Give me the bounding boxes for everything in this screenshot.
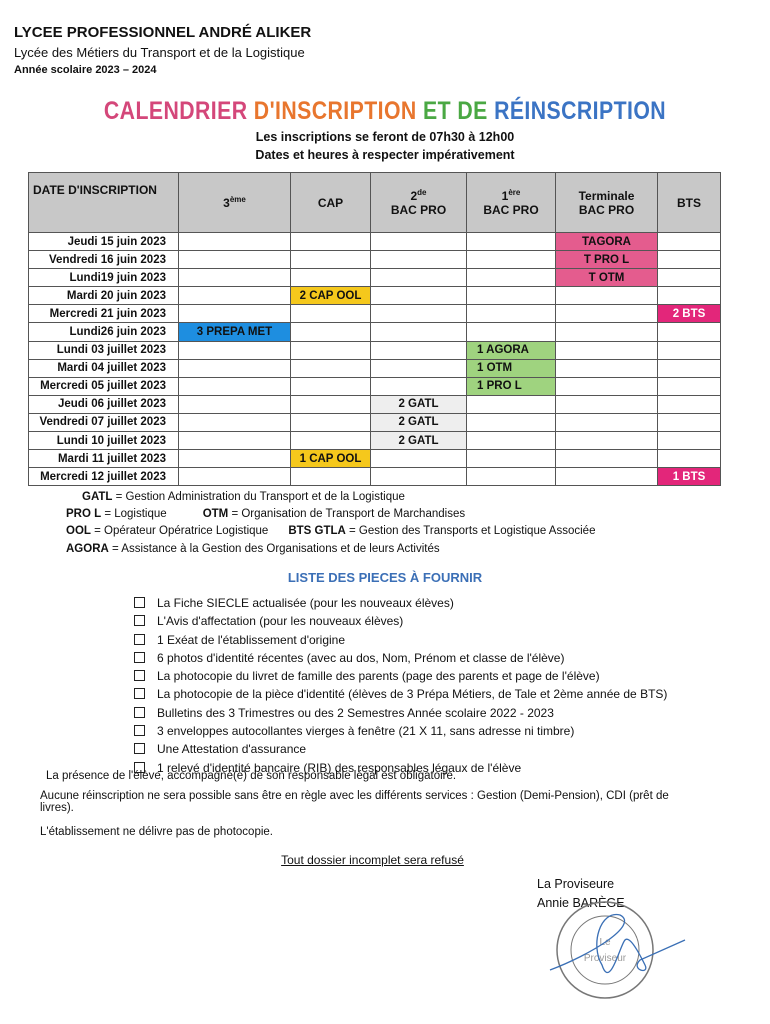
empty-cell [556, 359, 658, 377]
title-part: D'INSCRIPTION [253, 97, 424, 125]
session-cell: 2 GATL [371, 395, 467, 413]
empty-cell [179, 287, 291, 305]
empty-cell [291, 341, 371, 359]
empty-cell [467, 468, 556, 486]
empty-cell [556, 413, 658, 431]
session-cell: 1 BTS [658, 468, 721, 486]
document-item-label: 1 Exéat de l'établissement d'origine [157, 632, 346, 647]
document-item [134, 740, 667, 758]
document-item-label: 3 enveloppes autocollantes vierges à fenêtre (21 X 11, sans adresse ni timbre) [157, 724, 575, 739]
empty-cell [179, 377, 291, 395]
checkbox-icon [134, 597, 145, 608]
empty-cell [371, 305, 467, 323]
column-header-label: 3 [223, 196, 230, 210]
column-header-label: CAP [317, 195, 344, 210]
legend-ool-bts: OOL = Opérateur Opératrice Logistique BTS GTLA = Gestion des Transports et Logistique Associée [66, 525, 596, 537]
svg-text:Proviseur: Proviseur [583, 953, 627, 964]
document-item [134, 594, 667, 612]
column-header-label: DATE D'INSCRIPTION [33, 183, 157, 197]
session-cell: 2 GATL [371, 432, 467, 450]
note-photocopy: L'établissement ne délivre pas de photocopie. [40, 826, 273, 838]
empty-cell [467, 233, 556, 251]
empty-cell [371, 251, 467, 269]
document-item-label: Bulletins des 3 Trimestres ou des 2 Semestres Année scolaire 2022 - 2023 [157, 705, 554, 720]
empty-cell [371, 287, 467, 305]
column-header [29, 173, 179, 233]
empty-cell [371, 359, 467, 377]
session-cell: T PRO L [556, 251, 658, 269]
column-header-label: BTS [677, 195, 701, 210]
column-header-sub: BAC PRO [390, 203, 447, 217]
empty-cell [179, 233, 291, 251]
empty-cell [467, 395, 556, 413]
empty-cell [179, 251, 291, 269]
page-title [58, 97, 713, 126]
column-header-sub: BAC PRO [578, 202, 635, 217]
date-cell: Lundi 10 juillet 2023 [29, 432, 179, 450]
empty-cell [658, 395, 721, 413]
date-cell: Vendredi 16 juin 2023 [29, 251, 179, 269]
date-cell: Mardi 20 juin 2023 [29, 287, 179, 305]
empty-cell [371, 269, 467, 287]
checkbox-icon [134, 725, 145, 736]
checkbox-icon [134, 707, 145, 718]
session-cell: 1 AGORA [467, 341, 556, 359]
table-row [29, 341, 721, 359]
empty-cell [556, 341, 658, 359]
school-name: LYCEE PROFESSIONNEL ANDRÉ ALIKER [14, 24, 312, 41]
empty-cell [371, 468, 467, 486]
column-header [658, 173, 721, 233]
document-item [134, 704, 667, 722]
empty-cell [291, 413, 371, 431]
column-header-sup: ème [229, 195, 246, 204]
empty-cell [371, 233, 467, 251]
table-row [29, 395, 721, 413]
checkbox-icon [134, 743, 145, 754]
document-item [134, 649, 667, 667]
empty-cell [556, 468, 658, 486]
empty-cell [556, 432, 658, 450]
empty-cell [658, 432, 721, 450]
empty-cell [658, 450, 721, 468]
empty-cell [556, 450, 658, 468]
column-header [179, 173, 291, 233]
signatory-role: La Proviseure [537, 877, 615, 891]
empty-cell [291, 233, 371, 251]
empty-cell [179, 269, 291, 287]
date-cell: Lundi26 juin 2023 [29, 323, 179, 341]
document-item [134, 722, 667, 740]
documents-checklist [134, 594, 667, 777]
empty-cell [658, 287, 721, 305]
session-cell: 2 BTS [658, 305, 721, 323]
checkbox-icon [134, 652, 145, 663]
empty-cell [658, 269, 721, 287]
document-item [134, 667, 667, 685]
legend-gatl: GATL = Gestion Administration du Transport et de la Logistique [82, 491, 405, 503]
column-header-sup: de [417, 188, 427, 197]
document-item-label: La photocopie du livret de famille des parents (page des parents et page de l'élève) [157, 669, 600, 684]
empty-cell [179, 341, 291, 359]
document-item-label: Une Attestation d'assurance [157, 742, 307, 757]
document-item-label: 6 photos d'identité récentes (avec au dos, Nom, Prénom et classe de l'élève) [157, 650, 565, 665]
document-item [134, 612, 667, 630]
table-row [29, 233, 721, 251]
registration-calendar-table [28, 172, 721, 486]
empty-cell [179, 468, 291, 486]
session-cell: 1 OTM [467, 359, 556, 377]
table-row [29, 432, 721, 450]
empty-cell [467, 413, 556, 431]
date-cell: Mercredi 12 juillet 2023 [29, 468, 179, 486]
empty-cell [291, 377, 371, 395]
empty-cell [291, 269, 371, 287]
empty-cell [371, 341, 467, 359]
note-reinscription: Aucune réinscription ne sera possible sans être en règle avec les différents services : Gestion (Demi-Pension), CDI (prêt de livres). [40, 790, 669, 814]
empty-cell [658, 233, 721, 251]
empty-cell [467, 251, 556, 269]
note-presence: La présence de l'élève, accompagné(e) de son responsable légal est obligatoire. [46, 770, 457, 782]
session-cell: 2 GATL [371, 413, 467, 431]
session-cell: 1 CAP OOL [291, 450, 371, 468]
checkbox-icon [134, 634, 145, 645]
session-cell: 2 CAP OOL [291, 287, 371, 305]
empty-cell [467, 305, 556, 323]
empty-cell [467, 269, 556, 287]
date-cell: Mercredi 21 juin 2023 [29, 305, 179, 323]
empty-cell [291, 432, 371, 450]
empty-cell [371, 450, 467, 468]
document-item [134, 685, 667, 703]
empty-cell [467, 432, 556, 450]
date-cell: Vendredi 07 juillet 2023 [29, 413, 179, 431]
documents-title: LISTE DES PIECES À FOURNIR [287, 570, 483, 585]
empty-cell [291, 359, 371, 377]
checkbox-icon [134, 670, 145, 681]
empty-cell [556, 323, 658, 341]
empty-cell [658, 323, 721, 341]
school-subtitle: Lycée des Métiers du Transport et de la Logistique [14, 45, 305, 60]
empty-cell [291, 395, 371, 413]
empty-cell [179, 432, 291, 450]
legend-prol-otm: PRO L = Logistique OTM = Organisation de Transport de Marchandises [66, 508, 466, 520]
title-part: RÉINSCRIPTION [494, 97, 667, 125]
empty-cell [179, 395, 291, 413]
table-row [29, 450, 721, 468]
date-cell: Jeudi 06 juillet 2023 [29, 395, 179, 413]
table-row [29, 287, 721, 305]
column-header-label: 1 [501, 189, 509, 203]
empty-cell [467, 287, 556, 305]
column-header-sub: BAC PRO [483, 203, 539, 217]
official-stamp-signature [530, 895, 700, 1005]
empty-cell [179, 450, 291, 468]
empty-cell [291, 251, 371, 269]
session-cell: TAGORA [556, 233, 658, 251]
empty-cell [556, 287, 658, 305]
dates-notice: Dates et heures à respecter impérativement [255, 148, 515, 162]
document-item-label: La Fiche SIECLE actualisée (pour les nouveaux élèves) [157, 596, 454, 610]
title-part: ET DE [423, 97, 495, 125]
column-header-label: Terminale [578, 188, 635, 203]
empty-cell [291, 323, 371, 341]
document-item [134, 631, 667, 649]
table-row [29, 305, 721, 323]
date-cell: Mardi 11 juillet 2023 [29, 450, 179, 468]
empty-cell [556, 395, 658, 413]
empty-cell [658, 359, 721, 377]
session-cell: 3 PREPA MET [179, 323, 291, 341]
session-cell: 1 PRO L [467, 377, 556, 395]
date-cell: Lundi 03 juillet 2023 [29, 341, 179, 359]
session-cell: T OTM [556, 269, 658, 287]
date-cell: Mardi 04 juillet 2023 [29, 359, 179, 377]
date-cell: Mercredi 05 juillet 2023 [29, 377, 179, 395]
column-header [556, 173, 658, 233]
table-row [29, 359, 721, 377]
empty-cell [291, 468, 371, 486]
column-header [467, 173, 556, 233]
empty-cell [556, 305, 658, 323]
table-row [29, 413, 721, 431]
date-cell: Jeudi 15 juin 2023 [29, 233, 179, 251]
checkbox-icon [134, 615, 145, 626]
empty-cell [371, 377, 467, 395]
empty-cell [179, 359, 291, 377]
empty-cell [658, 377, 721, 395]
document-item-label: 1 relevé d'identité bancaire (RIB) des responsables légaux de l'élève [157, 760, 522, 775]
empty-cell [291, 305, 371, 323]
column-header [291, 173, 371, 233]
table-header-row [29, 173, 721, 233]
date-cell: Lundi19 juin 2023 [29, 269, 179, 287]
column-header-sup: ère [508, 188, 521, 197]
empty-cell [556, 377, 658, 395]
table-row [29, 468, 721, 486]
svg-text:Le: Le [599, 937, 611, 948]
title-part: CALENDRIER [103, 97, 254, 125]
legend-agora: AGORA = Assistance à la Gestion des Organisations et de leurs Activités [66, 543, 440, 555]
school-year: Année scolaire 2023 – 2024 [14, 64, 157, 76]
column-header [371, 173, 467, 233]
signatory-name: Annie BARÈGE [537, 896, 625, 910]
empty-cell [371, 323, 467, 341]
checkbox-icon [134, 688, 145, 699]
table-row [29, 323, 721, 341]
table-row [29, 269, 721, 287]
note-incomplete: Tout dossier incomplet sera refusé [281, 853, 464, 867]
empty-cell [179, 413, 291, 431]
document-item-label: La photocopie de la pièce d'identité (élèves de 3 Prépa Métiers, de Tale et 2ème année de BTS) [157, 687, 668, 702]
column-header-label: 2 [410, 189, 418, 203]
hours-line: Les inscriptions se feront de 07h30 à 12h00 [255, 130, 515, 144]
empty-cell [658, 413, 721, 431]
table-row [29, 251, 721, 269]
empty-cell [658, 341, 721, 359]
empty-cell [658, 251, 721, 269]
empty-cell [467, 450, 556, 468]
document-item-label: L'Avis d'affectation (pour les nouveaux élèves) [157, 614, 404, 629]
table-row [29, 377, 721, 395]
empty-cell [467, 323, 556, 341]
empty-cell [179, 305, 291, 323]
